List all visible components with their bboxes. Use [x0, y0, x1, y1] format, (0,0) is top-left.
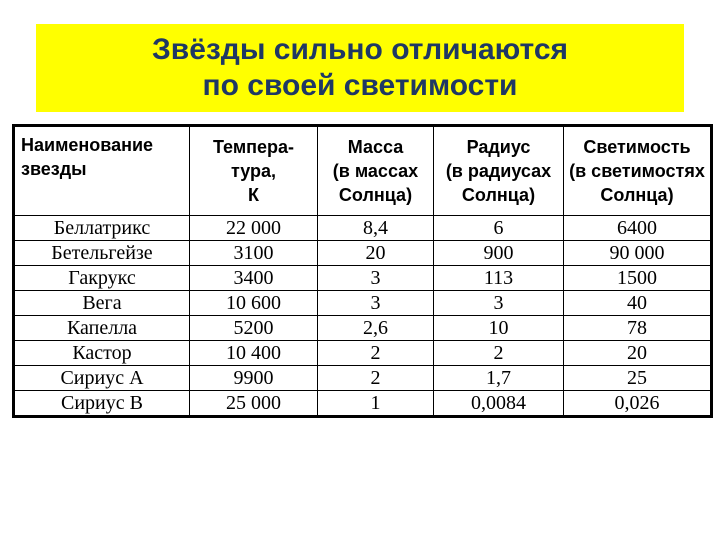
- table-row: [14, 316, 712, 341]
- cell-temperature: 22 000: [190, 216, 318, 241]
- cell-luminosity: 0,026: [564, 391, 712, 417]
- cell-mass: 3: [318, 266, 434, 291]
- stars-table-container: [12, 124, 710, 418]
- cell-temperature: 5200: [190, 316, 318, 341]
- cell-luminosity: 40: [564, 291, 712, 316]
- title-line-1: Звёзды сильно отличаются: [151, 33, 569, 66]
- header-name: Наименование звезды: [14, 126, 190, 216]
- cell-temperature: 3100: [190, 241, 318, 266]
- cell-mass: 1: [318, 391, 434, 417]
- cell-star-name: Сириус В: [14, 391, 190, 417]
- cell-radius: 900: [434, 241, 564, 266]
- cell-mass: 2: [318, 341, 434, 366]
- cell-star-name: Сириус А: [14, 366, 190, 391]
- table-row: [14, 216, 712, 241]
- cell-star-name: Капелла: [14, 316, 190, 341]
- table-row: [14, 241, 712, 266]
- cell-luminosity: 78: [564, 316, 712, 341]
- title-banner: [36, 24, 684, 112]
- cell-star-name: Вега: [14, 291, 190, 316]
- table-row: [14, 266, 712, 291]
- header-mass: Масса (в массах Солнца): [318, 126, 434, 216]
- cell-mass: 2,6: [318, 316, 434, 341]
- cell-radius: 1,7: [434, 366, 564, 391]
- cell-luminosity: 6400: [564, 216, 712, 241]
- cell-star-name: Беллатрикс: [14, 216, 190, 241]
- table-row: [14, 366, 712, 391]
- cell-radius: 0,0084: [434, 391, 564, 417]
- cell-star-name: Бетельгейзе: [14, 241, 190, 266]
- cell-radius: 10: [434, 316, 564, 341]
- header-radius: Радиус (в радиусах Солнца): [434, 126, 564, 216]
- header-temperature: Темпера- тура, К: [190, 126, 318, 216]
- cell-luminosity: 20: [564, 341, 712, 366]
- cell-temperature: 10 600: [190, 291, 318, 316]
- header-luminosity: Светимость (в светимостях Солнца): [564, 126, 712, 216]
- stars-table: [12, 124, 713, 418]
- cell-luminosity: 90 000: [564, 241, 712, 266]
- cell-mass: 2: [318, 366, 434, 391]
- cell-luminosity: 25: [564, 366, 712, 391]
- table-row: [14, 291, 712, 316]
- cell-mass: 3: [318, 291, 434, 316]
- cell-mass: 8,4: [318, 216, 434, 241]
- cell-radius: 2: [434, 341, 564, 366]
- cell-temperature: 9900: [190, 366, 318, 391]
- cell-star-name: Кастор: [14, 341, 190, 366]
- table-row: [14, 391, 712, 417]
- cell-luminosity: 1500: [564, 266, 712, 291]
- cell-radius: 113: [434, 266, 564, 291]
- cell-star-name: Гакрукс: [14, 266, 190, 291]
- table-row: [14, 341, 712, 366]
- title-line-2: по своей светимости: [202, 69, 518, 102]
- cell-mass: 20: [318, 241, 434, 266]
- cell-temperature: 3400: [190, 266, 318, 291]
- cell-temperature: 10 400: [190, 341, 318, 366]
- table-header-row: [14, 126, 712, 216]
- cell-radius: 3: [434, 291, 564, 316]
- cell-radius: 6: [434, 216, 564, 241]
- cell-temperature: 25 000: [190, 391, 318, 417]
